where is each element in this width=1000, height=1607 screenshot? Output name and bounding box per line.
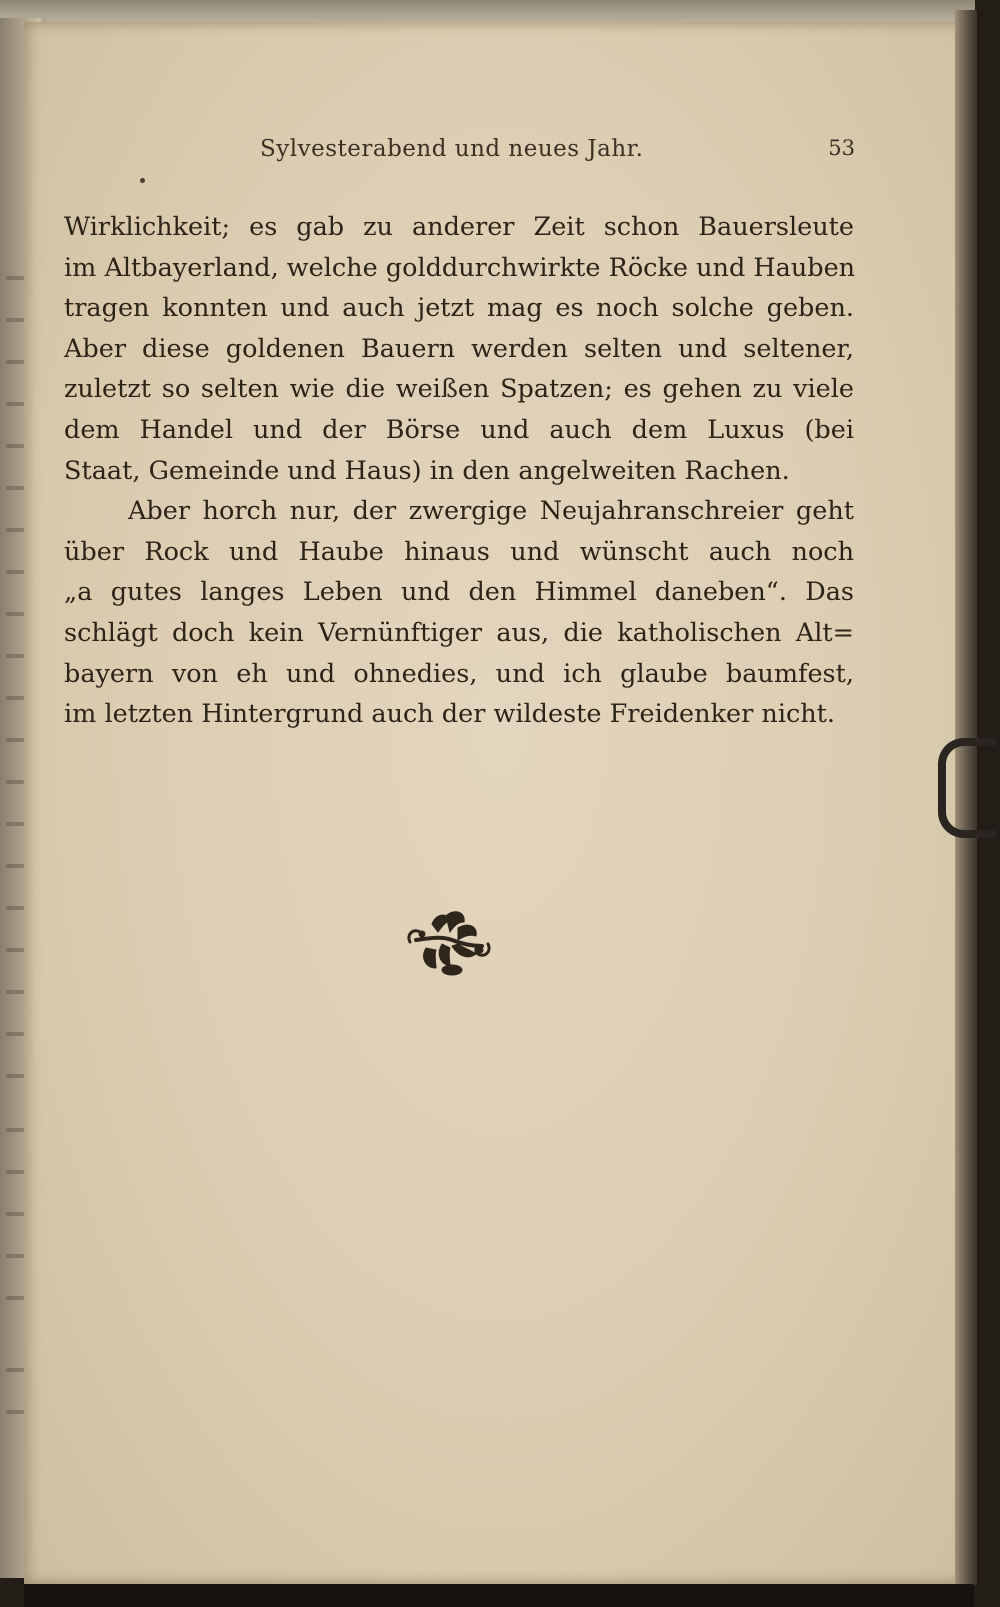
ghost-line (6, 1032, 24, 1036)
ghost-line (6, 780, 24, 784)
text-line: „a gutes langes Leben und den Himmel daneben“. Das (64, 577, 854, 608)
text-line: tragen konnten und auch jetzt mag es noch solche geben. (64, 293, 854, 324)
text-line: Aber horch nur, der zwergige Neujahranschreier geht (128, 496, 854, 527)
paragraph-2 (64, 491, 854, 735)
text-line: über Rock und Haube hinaus und wünscht auch noch (64, 536, 854, 567)
text-line: dem Handel und der Börse und auch dem Luxus (bei (64, 414, 854, 445)
text-line: im Altbayerland, welche golddurchwirkte Röcke und Hauben (64, 252, 856, 283)
page-number: 53 (828, 136, 855, 160)
text-line: Aber diese goldenen Bauern werden selten und seltener, (64, 333, 854, 364)
ink-spot (140, 178, 145, 183)
floral-ornament-icon (402, 910, 496, 976)
running-header (90, 136, 855, 170)
text-line: bayern von eh und ohnedies, und ich glaube baumfest, (64, 658, 854, 689)
text-line: im letzten Hintergrund auch der wildeste Freidenker nicht. (64, 699, 836, 730)
body-text (64, 207, 854, 735)
top-edge (0, 0, 975, 22)
ghost-line (6, 822, 26, 826)
header-title: Sylvesterabend und neues Jahr. (260, 136, 644, 162)
page-clip (938, 738, 996, 838)
text-line: Wirklichkeit; es gab zu anderer Zeit schon Bauersleute (64, 212, 854, 242)
ghost-line (6, 1296, 26, 1300)
text-line: Staat, Gemeinde und Haus) in den angelweiten Rachen. (64, 455, 790, 486)
floral-ornament-svg (402, 910, 496, 976)
text-line: zuletzt so selten wie die weißen Spatzen; es gehen zu viele (64, 374, 854, 405)
bottom-edge (24, 1584, 974, 1607)
text-line: schlägt doch kein Vernünftiger aus, die katholischen Alt= (64, 617, 854, 648)
paragraph-1 (64, 207, 854, 491)
